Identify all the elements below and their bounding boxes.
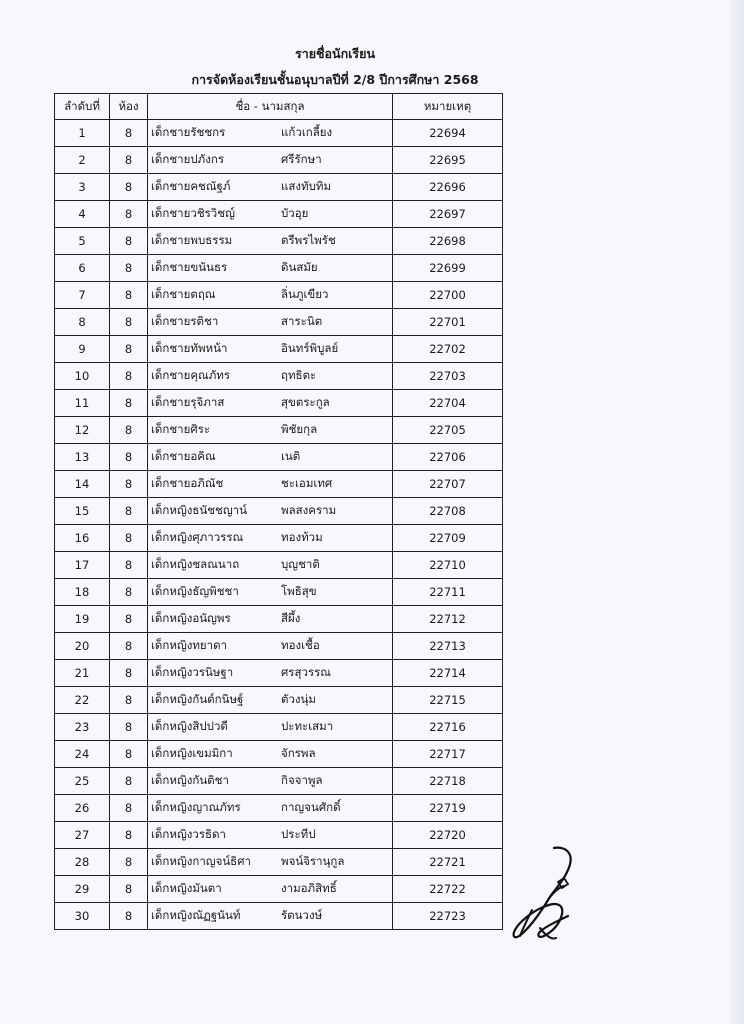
cell-name xyxy=(148,768,393,795)
cell-no: 6 xyxy=(55,255,110,282)
table-row xyxy=(55,120,503,147)
table-row xyxy=(55,768,503,795)
cell-note: 22697 xyxy=(393,201,503,228)
cell-name xyxy=(148,606,393,633)
cell-note: 22703 xyxy=(393,363,503,390)
cell-name xyxy=(148,903,393,930)
cell-room: 8 xyxy=(110,309,148,336)
last-name: โพธิสุข xyxy=(281,584,317,598)
table-row xyxy=(55,606,503,633)
cell-name xyxy=(148,390,393,417)
name-wrap xyxy=(148,313,392,331)
last-name: ทองท้วม xyxy=(281,530,323,544)
first-name: เด็กหญิงญาณภัทร xyxy=(151,800,241,814)
first-name: เด็กชายศิระ xyxy=(151,422,211,436)
cell-room: 8 xyxy=(110,822,148,849)
name-wrap xyxy=(148,745,392,763)
cell-no: 9 xyxy=(55,336,110,363)
first-name: เด็กชายอภิณัช xyxy=(151,476,224,490)
first-name: เด็กหญิงกันต์กนิษฐ์ xyxy=(151,692,244,706)
cell-no: 15 xyxy=(55,498,110,525)
cell-note: 22694 xyxy=(393,120,503,147)
cell-name xyxy=(148,255,393,282)
cell-room: 8 xyxy=(110,903,148,930)
cell-name xyxy=(148,417,393,444)
cell-note: 22723 xyxy=(393,903,503,930)
header-name: ชื่อ - นามสกุล xyxy=(148,94,393,120)
last-name: กิจจาพูล xyxy=(281,773,323,787)
cell-note: 22720 xyxy=(393,822,503,849)
last-name: พิชัยกุล xyxy=(281,422,318,436)
cell-name xyxy=(148,525,393,552)
name-wrap xyxy=(148,205,392,223)
table-row xyxy=(55,876,503,903)
header-no: ลำดับที่ xyxy=(55,94,110,120)
last-name: กาญจนศักดิ์ xyxy=(281,800,341,814)
first-name: เด็กหญิงเขมมิกา xyxy=(151,746,233,760)
cell-room: 8 xyxy=(110,120,148,147)
cell-note: 22701 xyxy=(393,309,503,336)
cell-room: 8 xyxy=(110,498,148,525)
cell-name xyxy=(148,444,393,471)
name-wrap xyxy=(148,367,392,385)
name-wrap xyxy=(148,529,392,547)
last-name: เนติ xyxy=(281,449,301,463)
cell-name xyxy=(148,282,393,309)
name-wrap xyxy=(148,664,392,682)
cell-no: 26 xyxy=(55,795,110,822)
cell-name xyxy=(148,147,393,174)
first-name: เด็กชายรัชชกร xyxy=(151,125,226,139)
cell-name xyxy=(148,309,393,336)
cell-room: 8 xyxy=(110,471,148,498)
name-wrap xyxy=(148,475,392,493)
cell-note: 22718 xyxy=(393,768,503,795)
cell-name xyxy=(148,876,393,903)
document-subtitle: การจัดห้องเรียนชั้นอนุบาลปีที่ 2/8 ปีการศึกษา 2568 xyxy=(191,72,479,87)
cell-name xyxy=(148,687,393,714)
cell-name xyxy=(148,498,393,525)
cell-no: 27 xyxy=(55,822,110,849)
cell-room: 8 xyxy=(110,390,148,417)
cell-no: 8 xyxy=(55,309,110,336)
cell-no: 17 xyxy=(55,552,110,579)
student-roster-table xyxy=(54,93,503,930)
table-row xyxy=(55,687,503,714)
table-row xyxy=(55,417,503,444)
name-wrap xyxy=(148,853,392,871)
cell-room: 8 xyxy=(110,552,148,579)
cell-note: 22717 xyxy=(393,741,503,768)
last-name: บุญชาติ xyxy=(281,557,320,571)
cell-no: 4 xyxy=(55,201,110,228)
first-name: เด็กหญิงธัญพิชชา xyxy=(151,584,239,598)
cell-name xyxy=(148,120,393,147)
table-row xyxy=(55,525,503,552)
cell-no: 30 xyxy=(55,903,110,930)
table-row xyxy=(55,282,503,309)
cell-name xyxy=(148,363,393,390)
cell-room: 8 xyxy=(110,525,148,552)
first-name: เด็กหญิงวรธิดา xyxy=(151,827,226,841)
first-name: เด็กหญิงชลณนาถ xyxy=(151,557,240,571)
table-header-row xyxy=(55,94,503,120)
cell-note: 22711 xyxy=(393,579,503,606)
cell-note: 22704 xyxy=(393,390,503,417)
cell-room: 8 xyxy=(110,579,148,606)
table-row xyxy=(55,471,503,498)
first-name: เด็กหญิงกันติชา xyxy=(151,773,229,787)
last-name: บัวอุย xyxy=(281,206,309,220)
cell-room: 8 xyxy=(110,336,148,363)
name-wrap xyxy=(148,556,392,574)
last-name: ศรสุวรรณ xyxy=(281,665,331,679)
name-wrap xyxy=(148,799,392,817)
cell-no: 16 xyxy=(55,525,110,552)
first-name: เด็กหญิงณัฏฐนันท์ xyxy=(151,908,241,922)
last-name: ลิ่นภูเขียว xyxy=(281,287,329,301)
first-name: เด็กชายพบธรรม xyxy=(151,233,233,247)
first-name: เด็กหญิงกาญจน์ธิศา xyxy=(151,854,251,868)
table-row xyxy=(55,336,503,363)
last-name: จักรพล xyxy=(281,746,316,760)
table-row xyxy=(55,822,503,849)
last-name: ศรีรักษา xyxy=(281,152,322,166)
table-row xyxy=(55,498,503,525)
name-wrap xyxy=(148,151,392,169)
table-row xyxy=(55,660,503,687)
page-edge-shadow xyxy=(730,0,744,1024)
cell-no: 10 xyxy=(55,363,110,390)
first-name: เด็กหญิงมันตา xyxy=(151,881,222,895)
cell-room: 8 xyxy=(110,363,148,390)
first-name: เด็กหญิงศุภาวรรณ xyxy=(151,530,244,544)
name-wrap xyxy=(148,259,392,277)
header-room: ห้อง xyxy=(110,94,148,120)
cell-room: 8 xyxy=(110,282,148,309)
cell-note: 22700 xyxy=(393,282,503,309)
cell-no: 20 xyxy=(55,633,110,660)
cell-name xyxy=(148,471,393,498)
cell-no: 25 xyxy=(55,768,110,795)
cell-note: 22709 xyxy=(393,525,503,552)
cell-no: 22 xyxy=(55,687,110,714)
last-name: ฤทธิตะ xyxy=(281,368,317,382)
name-wrap xyxy=(148,448,392,466)
cell-note: 22712 xyxy=(393,606,503,633)
last-name: ดินสมัย xyxy=(281,260,318,274)
cell-note: 22710 xyxy=(393,552,503,579)
last-name: แก้วเกลี้ยง xyxy=(281,125,333,139)
cell-room: 8 xyxy=(110,174,148,201)
cell-room: 8 xyxy=(110,876,148,903)
cell-room: 8 xyxy=(110,795,148,822)
cell-no: 3 xyxy=(55,174,110,201)
first-name: เด็กชายปภังกร xyxy=(151,152,224,166)
first-name: เด็กชายทัพหน้า xyxy=(151,341,228,355)
name-wrap xyxy=(148,772,392,790)
cell-name xyxy=(148,201,393,228)
cell-note: 22706 xyxy=(393,444,503,471)
last-name: ชะเอมเทศ xyxy=(281,476,333,490)
table-row xyxy=(55,579,503,606)
table-body xyxy=(55,120,503,930)
name-wrap xyxy=(148,691,392,709)
cell-note: 22715 xyxy=(393,687,503,714)
last-name: สุขตระกูล xyxy=(281,395,330,409)
cell-no: 5 xyxy=(55,228,110,255)
cell-no: 18 xyxy=(55,579,110,606)
cell-no: 13 xyxy=(55,444,110,471)
header-note: หมายเหตุ xyxy=(393,94,503,120)
cell-no: 19 xyxy=(55,606,110,633)
last-name: อินทร์พิบูลย์ xyxy=(281,341,339,355)
first-name: เด็กหญิงทยาดา xyxy=(151,638,228,652)
cell-note: 22696 xyxy=(393,174,503,201)
cell-no: 21 xyxy=(55,660,110,687)
cell-no: 12 xyxy=(55,417,110,444)
cell-name xyxy=(148,795,393,822)
name-wrap xyxy=(148,178,392,196)
table-row xyxy=(55,741,503,768)
cell-room: 8 xyxy=(110,606,148,633)
first-name: เด็กหญิงอนัญพร xyxy=(151,611,231,625)
cell-name xyxy=(148,660,393,687)
cell-no: 29 xyxy=(55,876,110,903)
name-wrap xyxy=(148,286,392,304)
first-name: เด็กหญิงธนัชชญาน์ xyxy=(151,503,247,517)
signature xyxy=(494,840,604,950)
table-row xyxy=(55,714,503,741)
cell-room: 8 xyxy=(110,741,148,768)
cell-room: 8 xyxy=(110,417,148,444)
cell-note: 22698 xyxy=(393,228,503,255)
table-row xyxy=(55,552,503,579)
first-name: เด็กชายรติชา xyxy=(151,314,219,328)
first-name: เด็กชายอคิณ xyxy=(151,449,216,463)
table-row xyxy=(55,795,503,822)
cell-no: 24 xyxy=(55,741,110,768)
cell-room: 8 xyxy=(110,444,148,471)
cell-note: 22708 xyxy=(393,498,503,525)
cell-name xyxy=(148,228,393,255)
last-name: สีผึ้ง xyxy=(281,611,301,625)
first-name: เด็กชายขนันธร xyxy=(151,260,228,274)
cell-note: 22695 xyxy=(393,147,503,174)
table-row xyxy=(55,309,503,336)
last-name: รัตนวงษ์ xyxy=(281,908,323,922)
cell-room: 8 xyxy=(110,660,148,687)
name-wrap xyxy=(148,340,392,358)
cell-note: 22707 xyxy=(393,471,503,498)
cell-no: 7 xyxy=(55,282,110,309)
cell-room: 8 xyxy=(110,768,148,795)
last-name: ทองเชื้อ xyxy=(281,638,320,652)
first-name: เด็กหญิงสิปปวดี xyxy=(151,719,228,733)
cell-note: 22716 xyxy=(393,714,503,741)
cell-no: 28 xyxy=(55,849,110,876)
document-title: รายชื่อนักเรียน xyxy=(294,46,376,61)
cell-room: 8 xyxy=(110,714,148,741)
name-wrap xyxy=(148,502,392,520)
table-row xyxy=(55,633,503,660)
last-name: งามอภิสิทธิ์ xyxy=(281,881,337,895)
table-row xyxy=(55,228,503,255)
cell-room: 8 xyxy=(110,201,148,228)
cell-note: 22702 xyxy=(393,336,503,363)
last-name: พลสงคราม xyxy=(281,503,337,517)
cell-name xyxy=(148,822,393,849)
first-name: เด็กหญิงวรนิษฐา xyxy=(151,665,234,679)
table-row xyxy=(55,444,503,471)
cell-name xyxy=(148,174,393,201)
cell-no: 11 xyxy=(55,390,110,417)
name-wrap xyxy=(148,421,392,439)
table-row xyxy=(55,147,503,174)
last-name: ปะทะเสมา xyxy=(281,719,334,733)
name-wrap xyxy=(148,718,392,736)
name-wrap xyxy=(148,394,392,412)
name-wrap xyxy=(148,907,392,925)
cell-note: 22719 xyxy=(393,795,503,822)
name-wrap xyxy=(148,610,392,628)
cell-room: 8 xyxy=(110,633,148,660)
table-row xyxy=(55,849,503,876)
cell-note: 22722 xyxy=(393,876,503,903)
name-wrap xyxy=(148,826,392,844)
last-name: แสงทับทิม xyxy=(281,179,332,193)
cell-room: 8 xyxy=(110,228,148,255)
name-wrap xyxy=(148,637,392,655)
cell-name xyxy=(148,633,393,660)
first-name: เด็กชายตฤณ xyxy=(151,287,216,301)
cell-name xyxy=(148,552,393,579)
cell-name xyxy=(148,579,393,606)
cell-note: 22713 xyxy=(393,633,503,660)
cell-name xyxy=(148,849,393,876)
cell-no: 23 xyxy=(55,714,110,741)
cell-room: 8 xyxy=(110,687,148,714)
last-name: สาระนิต xyxy=(281,314,323,328)
cell-note: 22699 xyxy=(393,255,503,282)
name-wrap xyxy=(148,880,392,898)
cell-room: 8 xyxy=(110,255,148,282)
table-row xyxy=(55,255,503,282)
cell-no: 14 xyxy=(55,471,110,498)
cell-no: 1 xyxy=(55,120,110,147)
name-wrap xyxy=(148,124,392,142)
last-name: ตรีพรไพรัช xyxy=(281,233,336,247)
last-name: ประทีป xyxy=(281,827,316,841)
last-name: พจน์จิรานุกูล xyxy=(281,854,345,868)
cell-note: 22721 xyxy=(393,849,503,876)
cell-note: 22714 xyxy=(393,660,503,687)
first-name: เด็กชายคชณัฐภ์ xyxy=(151,179,231,193)
cell-name xyxy=(148,741,393,768)
first-name: เด็กชายวชิรวิชญ์ xyxy=(151,206,235,220)
table-row xyxy=(55,174,503,201)
cell-name xyxy=(148,336,393,363)
cell-room: 8 xyxy=(110,849,148,876)
table-row xyxy=(55,201,503,228)
table-row xyxy=(55,903,503,930)
cell-name xyxy=(148,714,393,741)
name-wrap xyxy=(148,583,392,601)
cell-no: 2 xyxy=(55,147,110,174)
cell-room: 8 xyxy=(110,147,148,174)
name-wrap xyxy=(148,232,392,250)
table-row xyxy=(55,390,503,417)
cell-note: 22705 xyxy=(393,417,503,444)
first-name: เด็กชายรุจิภาส xyxy=(151,395,225,409)
last-name: ตัวงนุ่ม xyxy=(281,692,316,706)
first-name: เด็กชายคุณภัทร xyxy=(151,368,231,382)
table-row xyxy=(55,363,503,390)
